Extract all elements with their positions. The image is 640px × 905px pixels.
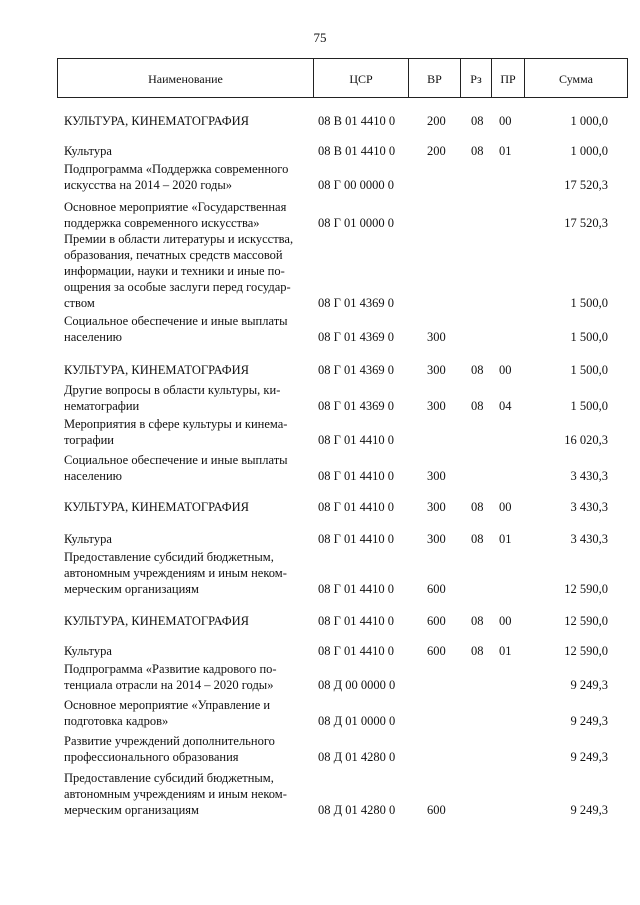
row-name-line: ством [64, 296, 95, 310]
row-name-line: населению [64, 330, 122, 344]
row-name-line: КУЛЬТУРА, КИНЕМАТОГРАФИЯ [64, 614, 249, 628]
row-name-line: Подпрограмма «Развитие кадрового по- [64, 662, 277, 676]
row-csr: 08 Д 01 0000 0 [318, 714, 396, 728]
row-vr: 600 [427, 582, 446, 596]
row-vr: 300 [427, 469, 446, 483]
row-name-line: Культура [64, 144, 112, 158]
row-rz: 08 [471, 532, 484, 546]
row-name-line: Культура [64, 644, 112, 658]
row-csr: 08 Д 01 4280 0 [318, 750, 396, 764]
row-rz: 08 [471, 644, 484, 658]
row-name-line: тенциала отрасли на 2014 – 2020 годы» [64, 678, 274, 692]
row-sum: 3 430,3 [570, 500, 608, 514]
row-sum: 1 500,0 [570, 363, 608, 377]
row-vr: 300 [427, 500, 446, 514]
row-name-line: автономным учреждениям и иным неком- [64, 566, 287, 580]
row-name-line: подготовка кадров» [64, 714, 169, 728]
header-sum: Сумма [524, 58, 628, 98]
header-vr: ВР [408, 58, 460, 98]
row-vr: 600 [427, 614, 446, 628]
row-vr: 300 [427, 330, 446, 344]
row-name-line: искусства на 2014 – 2020 годы» [64, 178, 233, 192]
row-sum: 16 020,3 [564, 433, 608, 447]
row-pr: 00 [499, 614, 512, 628]
row-pr: 04 [499, 399, 512, 413]
row-vr: 300 [427, 363, 446, 377]
page-number: 75 [313, 30, 327, 45]
row-sum: 1 500,0 [570, 330, 608, 344]
row-csr: 08 В 01 4410 0 [318, 144, 396, 158]
row-csr: 08 Д 01 4280 0 [318, 803, 396, 817]
row-rz: 08 [471, 399, 484, 413]
row-sum: 12 590,0 [564, 644, 608, 658]
row-name-line: информации, науки и техники и иные по- [64, 264, 285, 278]
row-name-line: образования, печатных средств массовой [64, 248, 283, 262]
row-name-line: Социальное обеспечение и иные выплаты [64, 453, 288, 467]
row-csr: 08 Г 01 4369 0 [318, 296, 394, 310]
row-sum: 1 000,0 [570, 114, 608, 128]
row-csr: 08 Г 01 4369 0 [318, 399, 394, 413]
row-name-line: Другие вопросы в области культуры, ки- [64, 383, 281, 397]
row-name-line: Мероприятия в сфере культуры и кинема- [64, 417, 288, 431]
row-csr: 08 Г 01 4369 0 [318, 330, 394, 344]
row-rz: 08 [471, 500, 484, 514]
row-sum: 9 249,3 [570, 803, 608, 817]
row-name-line: Премии в области литературы и искусства, [64, 232, 294, 246]
row-csr: 08 Г 01 4410 0 [318, 644, 394, 658]
header-rz: Рз [460, 58, 491, 98]
row-pr: 01 [499, 144, 512, 158]
row-name-line: ощрения за особые заслуги перед государ- [64, 280, 291, 294]
row-csr: 08 Г 01 4410 0 [318, 582, 394, 596]
row-csr: 08 Г 01 4410 0 [318, 469, 394, 483]
row-pr: 00 [499, 114, 512, 128]
row-name-line: Развитие учреждений дополнительного [64, 734, 275, 748]
row-sum: 9 249,3 [570, 714, 608, 728]
row-name-line: Основное мероприятие «Государственная [64, 200, 287, 214]
row-name-line: мерческим организациям [64, 582, 199, 596]
row-name [64, 770, 306, 818]
row-name-line: мерческим организациям [64, 803, 199, 817]
row-rz: 08 [471, 114, 484, 128]
row-name-line: Предоставление субсидий бюджетным, [64, 550, 274, 564]
row-name-line: Основное мероприятие «Управление и [64, 698, 271, 712]
row-csr: 08 Д 00 0000 0 [318, 678, 396, 692]
row-sum: 9 249,3 [570, 678, 608, 692]
row-sum: 1 500,0 [570, 399, 608, 413]
row-csr: 08 Г 00 0000 0 [318, 178, 394, 192]
row-name-line: населению [64, 469, 122, 483]
row-name-line: Предоставление субсидий бюджетным, [64, 771, 274, 785]
row-rz: 08 [471, 363, 484, 377]
row-csr: 08 Г 01 4369 0 [318, 363, 394, 377]
row-sum: 3 430,3 [570, 469, 608, 483]
row-sum: 12 590,0 [564, 582, 608, 596]
row-name-line: тографии [64, 433, 114, 447]
row-csr: 08 В 01 4410 0 [318, 114, 396, 128]
row-name-line: нематографии [64, 399, 140, 413]
row-sum: 3 430,3 [570, 532, 608, 546]
header-csr: ЦСР [313, 58, 408, 98]
row-vr: 200 [427, 114, 446, 128]
row-vr: 600 [427, 644, 446, 658]
row-sum: 1 000,0 [570, 144, 608, 158]
row-name-line: автономным учреждениям и иным неком- [64, 787, 287, 801]
row-csr: 08 Г 01 0000 0 [318, 216, 394, 230]
row-name-line: КУЛЬТУРА, КИНЕМАТОГРАФИЯ [64, 500, 249, 514]
row-sum: 12 590,0 [564, 614, 608, 628]
row-rz: 08 [471, 614, 484, 628]
row-pr: 00 [499, 363, 512, 377]
row-sum: 17 520,3 [564, 216, 608, 230]
row-pr: 00 [499, 500, 512, 514]
row-pr: 01 [499, 644, 512, 658]
row-vr: 300 [427, 532, 446, 546]
row-sum: 17 520,3 [564, 178, 608, 192]
header-name: Наименование [57, 58, 313, 98]
row-sum: 9 249,3 [570, 750, 608, 764]
row-rz: 08 [471, 144, 484, 158]
header-pr: ПР [491, 58, 524, 98]
row-name-line: поддержка современного искусства» [64, 216, 260, 230]
row-vr: 300 [427, 399, 446, 413]
row-vr: 600 [427, 803, 446, 817]
row-csr: 08 Г 01 4410 0 [318, 532, 394, 546]
row-name-line: КУЛЬТУРА, КИНЕМАТОГРАФИЯ [64, 363, 249, 377]
row-csr: 08 Г 01 4410 0 [318, 433, 394, 447]
row-name-line: профессионального образования [64, 750, 239, 764]
row-name-line: КУЛЬТУРА, КИНЕМАТОГРАФИЯ [64, 114, 249, 128]
row-name-line: Социальное обеспечение и иные выплаты [64, 314, 288, 328]
row-pr: 01 [499, 532, 512, 546]
row-csr: 08 Г 01 4410 0 [318, 614, 394, 628]
row-name-line: Культура [64, 532, 112, 546]
row-vr: 200 [427, 144, 446, 158]
row-sum: 1 500,0 [570, 296, 608, 310]
row-csr: 08 Г 01 4410 0 [318, 500, 394, 514]
row-name-line: Подпрограмма «Поддержка современного [64, 162, 289, 176]
